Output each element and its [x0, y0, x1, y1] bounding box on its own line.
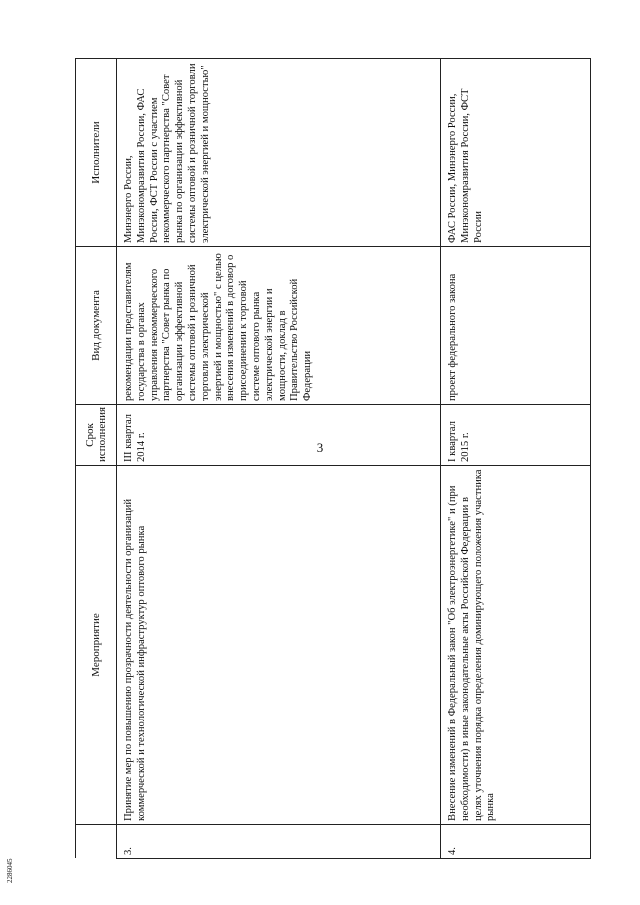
term-cell: I квартал 2015 г.	[441, 405, 591, 466]
rotated-table-container	[75, 59, 595, 859]
doc-type-cell: рекомендации представителям государства в органах управления некоммерческого партнерства "Совет рынка по организации эффективной системы оптовой и розничной торговли электрической энергией и мощностью" с целью внесения изменений в договор о присоединении к торговой системе оптового рынка электрической энергии и мощности, доклад в Правительство Российской Федерации	[117, 247, 441, 405]
event-cell: Внесение изменений в Федеральный закон "Об электроэнергетике" и (при необходимости) в иные законодательные акты Российской Федерации в целях уточнения порядка определения доминирующего положения участника рынка	[441, 466, 591, 825]
event-cell: Принятие мер по повышению прозрачности деятельности организаций коммерческой и технологической инфраструктур оптового рынка	[117, 466, 441, 825]
row-number: 3.	[117, 825, 441, 859]
page-number: 3	[316, 440, 324, 455]
header-event: Мероприятие	[76, 466, 117, 825]
header-executors: Исполнители	[76, 59, 117, 247]
header-doc-type: Вид документа	[76, 247, 117, 405]
document-id: 2286045	[6, 858, 14, 883]
executors-cell: Минэнерго России, Минэкономразвития России, ФАС России, ФСТ России с участием некоммерческого партнерства "Совет рынка по организации эффективной системы оптовой и розничной торговли электрической энергией и мощностью"	[117, 59, 441, 247]
header-num	[76, 825, 117, 859]
measures-table	[75, 58, 591, 859]
executors-cell: ФАС России, Минэнерго России, Минэкономразвития России, ФСТ России	[441, 59, 591, 247]
table-row	[441, 59, 591, 859]
term-cell: III квартал 2014 г.	[117, 405, 441, 466]
header-row	[76, 59, 117, 859]
header-term: Срок исполнения	[76, 405, 117, 466]
doc-type-cell: проект федерального закона	[441, 247, 591, 405]
table-row	[117, 59, 441, 859]
row-number: 4.	[441, 825, 591, 859]
